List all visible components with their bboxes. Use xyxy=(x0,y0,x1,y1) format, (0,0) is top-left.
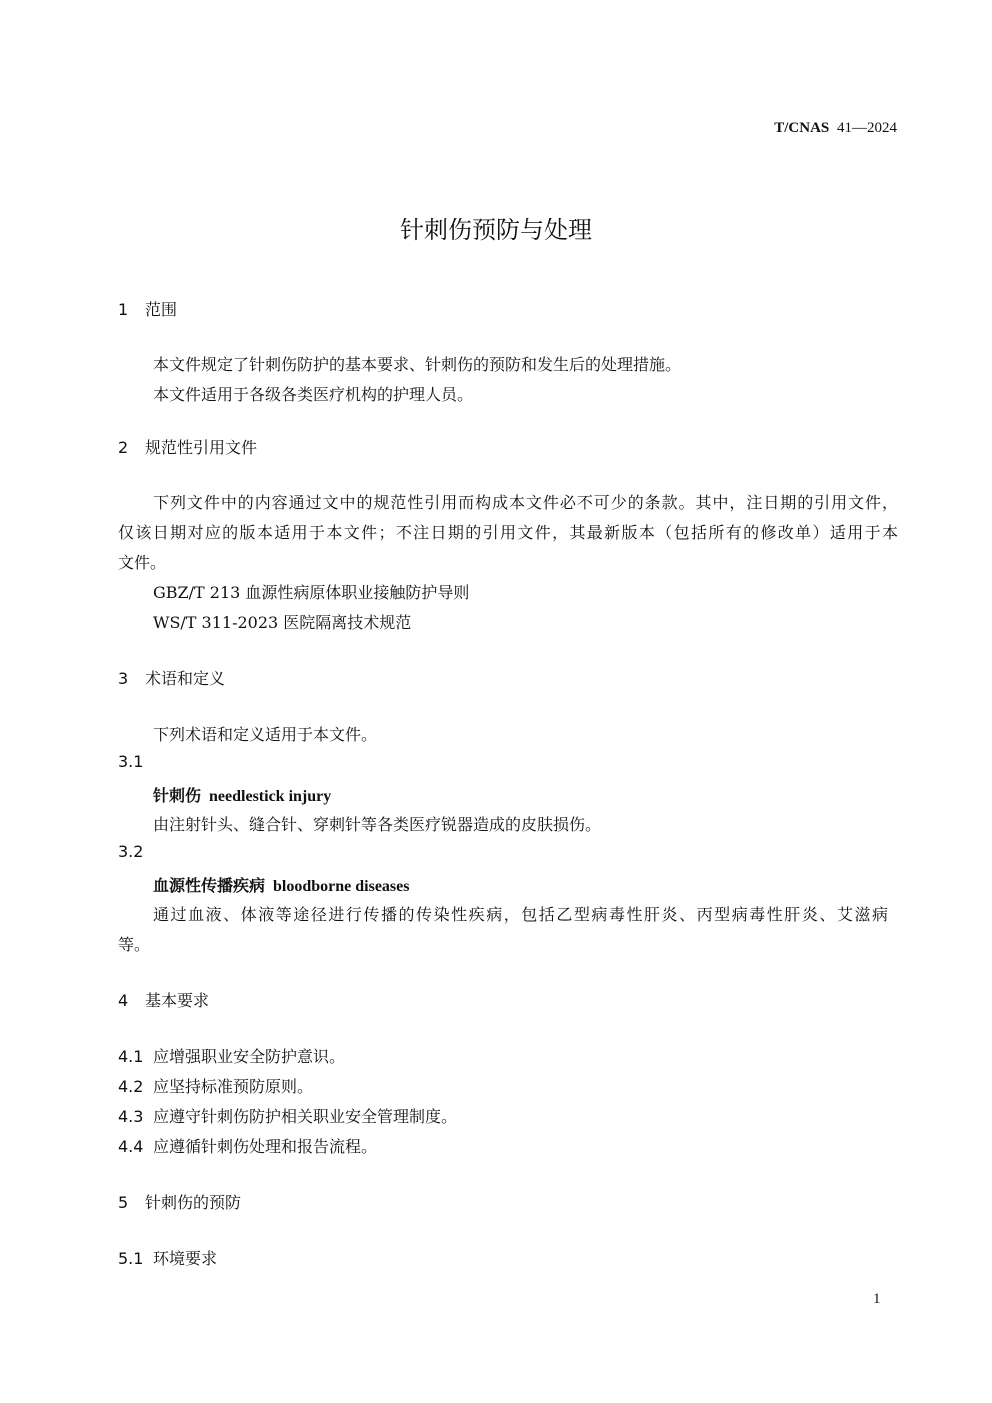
standard-code: T/CNAS xyxy=(774,120,830,136)
subsection-5-1-heading xyxy=(118,1246,217,1269)
section-number: 3 xyxy=(118,669,129,688)
requirement-text: 应增强职业安全防护意识。 xyxy=(153,1047,346,1066)
section-title: 范围 xyxy=(145,300,178,319)
term-english: needlestick injury xyxy=(209,788,332,805)
term-english: bloodborne diseases xyxy=(273,878,410,895)
requirement-number: 4.2 xyxy=(118,1077,144,1096)
requirement-item xyxy=(118,1044,345,1067)
page-number: 1 xyxy=(873,1291,881,1307)
term-entry xyxy=(153,873,409,896)
term-entry xyxy=(153,783,331,806)
term-chinese: 血源性传播疾病 xyxy=(153,876,266,895)
term-number: 3.1 xyxy=(118,752,144,771)
reference-item: GBZ/T 213 血源性病原体职业接触防护导则 xyxy=(153,583,470,602)
section-number: 5 xyxy=(118,1193,129,1212)
requirement-item xyxy=(118,1104,457,1127)
section-title: 针刺伤的预防 xyxy=(145,1193,242,1212)
requirement-text: 应坚持标准预防原则。 xyxy=(153,1077,314,1096)
term-definition: 由注射针头、缝合针、穿刺针等各类医疗锐器造成的皮肤损伤。 xyxy=(153,815,602,834)
normative-paragraph-line-3: 文件。 xyxy=(118,553,167,572)
section-title: 基本要求 xyxy=(145,991,210,1010)
term-number: 3.2 xyxy=(118,842,144,861)
requirement-number: 4.1 xyxy=(118,1047,144,1066)
normative-paragraph-line-2: 仅该日期对应的版本适用于本文件；不注日期的引用文件，其最新版本（包括所有的修改单）适用于本 xyxy=(118,523,898,542)
subsection-number: 5.1 xyxy=(118,1249,144,1268)
term-definition-line-1: 通过血液、体液等途径进行传播的传染性疾病，包括乙型病毒性肝炎、丙型病毒性肝炎、艾滋病 xyxy=(153,905,888,924)
section-number: 2 xyxy=(118,438,129,457)
scope-paragraph-1: 本文件规定了针刺伤防护的基本要求、针刺伤的预防和发生后的处理措施。 xyxy=(153,355,682,374)
subsection-title: 环境要求 xyxy=(153,1249,218,1268)
section-title: 规范性引用文件 xyxy=(145,438,258,457)
scope-paragraph-2: 本文件适用于各级各类医疗机构的护理人员。 xyxy=(153,385,474,404)
requirement-number: 4.3 xyxy=(118,1107,144,1126)
normative-paragraph-line-1: 下列文件中的内容通过文中的规范性引用而构成本文件必不可少的条款。其中，注日期的引用文件， xyxy=(153,493,898,512)
section-4-heading xyxy=(118,988,209,1011)
section-1-heading xyxy=(118,297,177,320)
section-number: 4 xyxy=(118,991,129,1010)
section-title: 术语和定义 xyxy=(145,669,226,688)
section-2-heading xyxy=(118,435,257,458)
requirement-text: 应遵循针刺伤处理和报告流程。 xyxy=(153,1137,378,1156)
term-definition-line-2: 等。 xyxy=(118,935,151,954)
requirement-text: 应遵守针刺伤防护相关职业安全管理制度。 xyxy=(153,1107,458,1126)
section-number: 1 xyxy=(118,300,129,319)
document-title: 针刺伤预防与处理 xyxy=(400,216,592,244)
reference-item: WS/T 311-2023 医院隔离技术规范 xyxy=(153,613,412,632)
standard-number xyxy=(0,120,897,137)
standard-year: 41—2024 xyxy=(837,120,897,136)
term-chinese: 针刺伤 xyxy=(153,786,202,805)
requirement-item xyxy=(118,1134,377,1157)
requirement-item xyxy=(118,1074,313,1097)
requirement-number: 4.4 xyxy=(118,1137,144,1156)
terms-intro: 下列术语和定义适用于本文件。 xyxy=(153,725,378,744)
section-5-heading xyxy=(118,1190,241,1213)
section-3-heading xyxy=(118,666,225,689)
